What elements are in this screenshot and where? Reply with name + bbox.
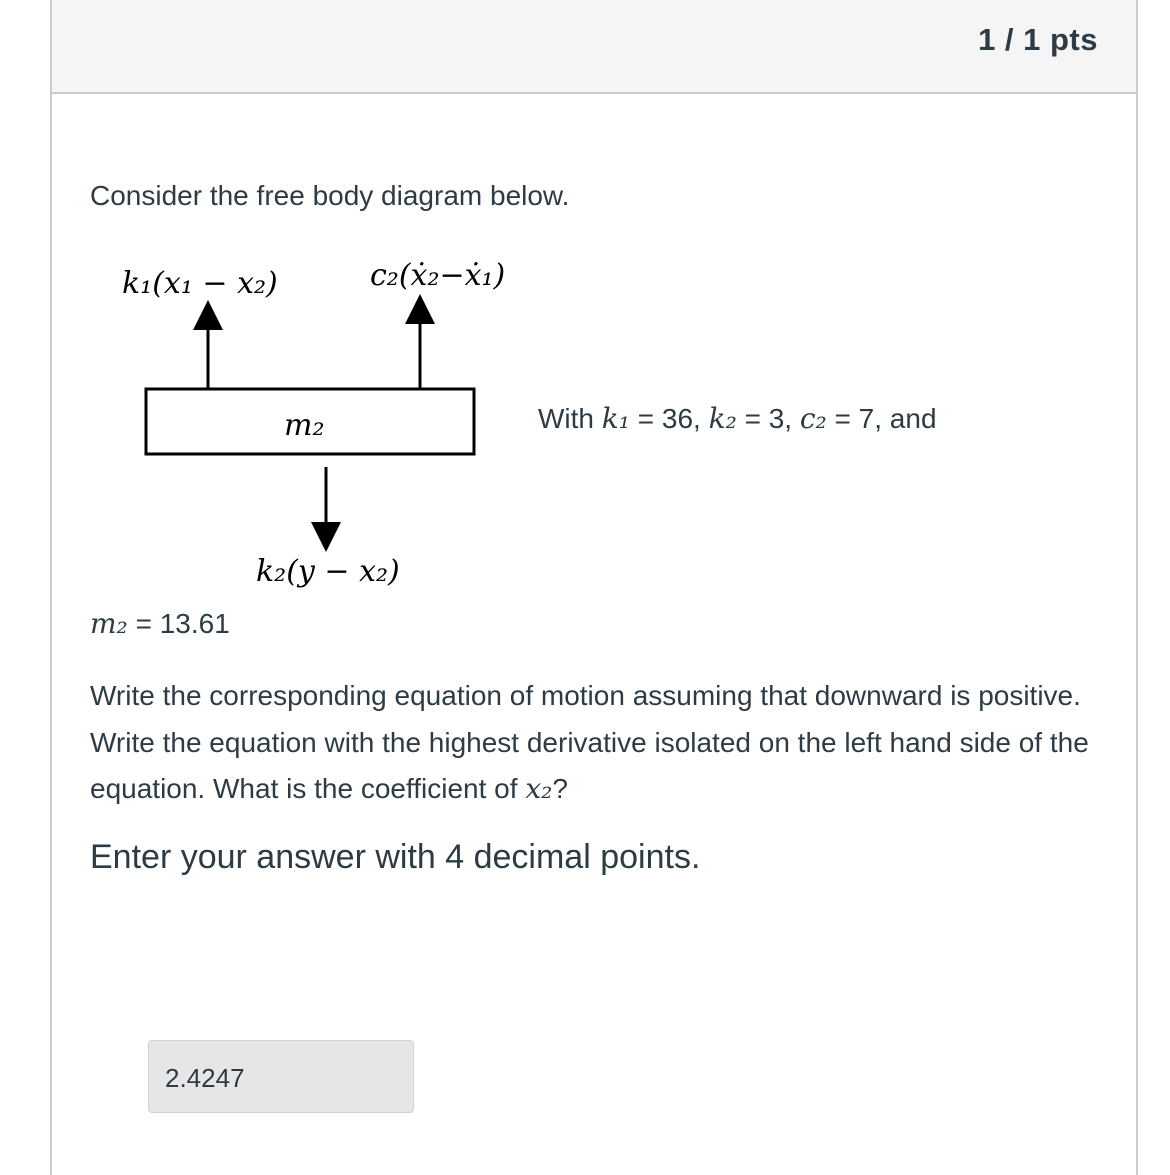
c2-value: = 7, and (834, 403, 937, 434)
mass-label: m₂ (284, 408, 325, 443)
c2-symbol: c₂ (799, 402, 827, 435)
question-body (90, 673, 1110, 813)
m2-value: = 13.61 (135, 608, 230, 639)
answer-input[interactable]: 2.4247 (148, 1040, 414, 1113)
k2-symbol: k₂ (708, 402, 737, 435)
given-prefix: With (538, 403, 594, 434)
k1-value: = 36, (637, 403, 701, 434)
m2-symbol: m₂ (90, 607, 128, 640)
x2-symbol: x₂ (525, 772, 553, 805)
answer-instruction: Enter your answer with 4 decimal points. (90, 838, 701, 876)
question-intro: Consider the free body diagram below. (90, 180, 570, 211)
force-spring1-label: k₁(x₁ − x₂) (122, 266, 278, 301)
force-damper-label: c₂(ẋ₂−ẋ₁) (370, 258, 506, 293)
given-values (538, 402, 937, 435)
free-body-diagram (100, 245, 560, 595)
question-mark: ? (552, 773, 568, 804)
mass-value (90, 607, 230, 640)
question-header (52, 0, 1136, 94)
k2-value: = 3, (744, 403, 793, 434)
force-spring2-label: k₂(y − x₂) (256, 554, 400, 589)
k1-symbol: k₁ (601, 402, 630, 435)
points-label: 1 / 1 pts (978, 22, 1098, 57)
question-text: Write the corresponding equation of motion assuming that downward is positive. Write the equation with the highest derivative isolated on the left hand side of the equation. What is the coefficient of (90, 680, 1089, 804)
